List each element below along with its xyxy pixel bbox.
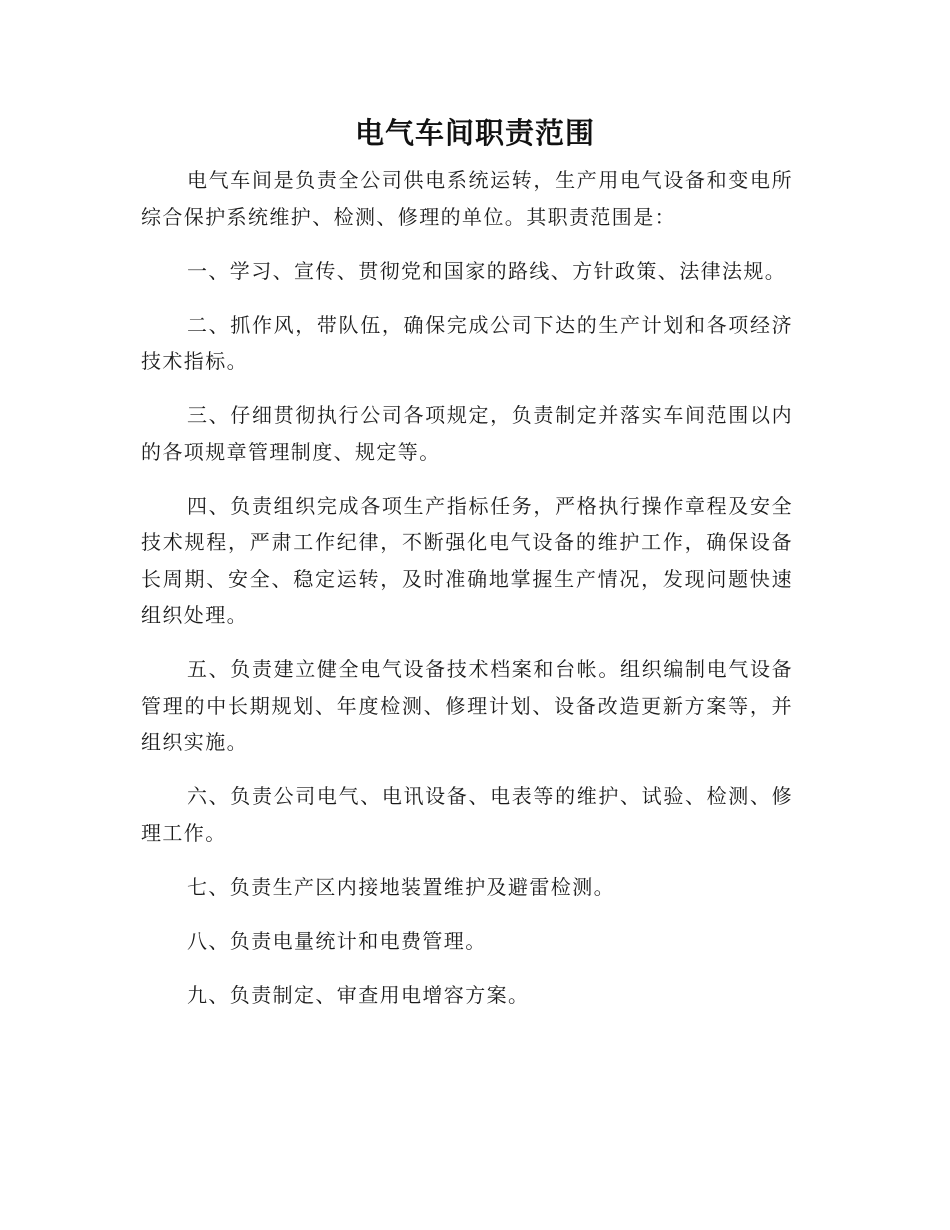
duty-item-7: 七、负责生产区内接地装置维护及避雷检测。 — [187, 874, 615, 899]
duty-item-1: 一、学习、宣传、贯彻党和国家的路线、方针政策、法律法规。 — [187, 258, 787, 283]
duty-item-3: 三、仔细贯彻执行公司各项规定，负责制定并落实车间范围以内的各项规章管理制度、规定等。 — [141, 403, 793, 464]
intro-paragraph: 电气车间是负责全公司供电系统运转，生产用电气设备和变电所综合保护系统维护、检测、修理的单位。其职责范围是： — [141, 168, 793, 229]
duty-item-5: 五、负责建立健全电气设备技术档案和台帐。组织编制电气设备管理的中长期规划、年度检测、修理计划、设备改造更新方案等，并组织实施。 — [141, 657, 793, 754]
duty-item-8: 八、负责电量统计和电费管理。 — [187, 928, 487, 953]
duty-item-9: 九、负责制定、审查用电增容方案。 — [187, 982, 530, 1007]
document-body — [141, 162, 793, 1031]
document-title: 电气车间职责范围 — [354, 116, 595, 150]
duty-item-2: 二、抓作风，带队伍，确保完成公司下达的生产计划和各项经济技术指标。 — [141, 312, 793, 373]
duty-item-4: 四、负责组织完成各项生产指标任务，严格执行操作章程及安全技术规程，严肃工作纪律，不断强化电气设备的维护工作，确保设备长周期、安全、稳定运转，及时准确地掌握生产情况，发现问题快速组织处理。 — [141, 493, 793, 627]
duty-item-6: 六、负责公司电气、电讯设备、电表等的维护、试验、检测、修理工作。 — [141, 784, 793, 845]
